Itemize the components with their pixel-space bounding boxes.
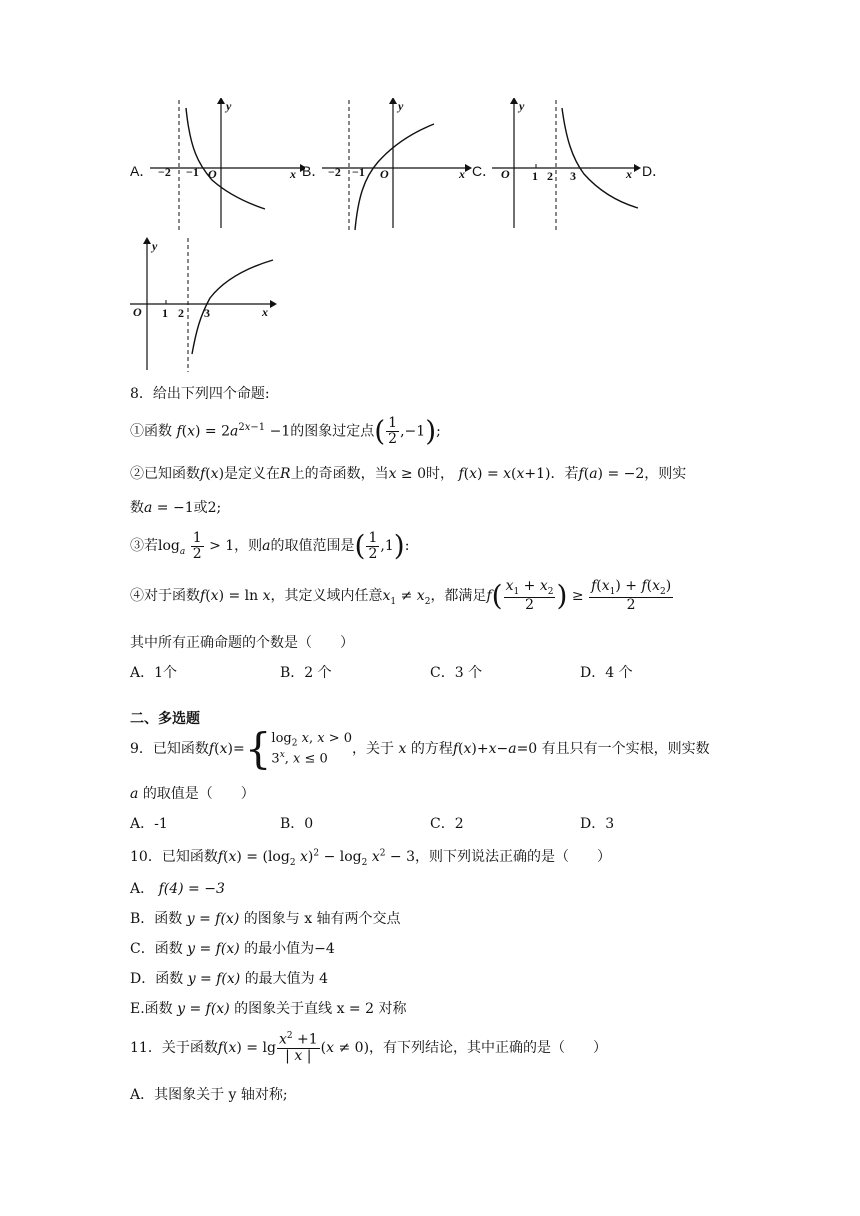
q8-p2-text-h: 或 [193,500,208,516]
q10-option-b[interactable] [130,908,401,928]
q8-p1-text-b: 的图象过定点 [290,423,375,440]
q9-option-a[interactable]: A．-1 [130,816,168,832]
q8-option-d[interactable]: D．4 个 [580,665,633,681]
q8-proposition-1: ①函数 $f(x) = 2a^{2x-1} -1$的图象过定点( $\frac{1}{2}$ ,−1); [130,414,441,448]
q8-p2-text-d: 时， [426,466,455,482]
option-prefix: B．函数 [130,911,183,927]
tick-label: 1 [532,169,538,183]
q8-proposition-2: ②已知函数f(x)是定义在R上的奇函数，当x ≥ 0时， f(x) = x(x+1)．若f(a) = −2，则实 [130,466,687,482]
x-axis-label: x [626,167,632,181]
q8-p4-text-a: ④对于函数 [130,588,200,604]
option-text: 的图象关于直线 x = 2 对称 [234,1001,407,1017]
option-prefix: D．函数 [130,971,184,987]
x-axis-label: x [290,167,296,181]
q8-p2-text-a: ②已知函数 [130,466,200,482]
q10-option-e[interactable] [130,998,406,1018]
q8-p3-text-c: 的取值范围是 [270,538,355,554]
option-math: y = f(x) [186,911,240,927]
q9-line2 [130,783,255,803]
y-axis-label: y [519,99,525,113]
tick-label: −2 [328,165,341,179]
q8-p2-text-g: 数 [130,500,144,516]
option-a-label: A． [130,163,154,179]
option-a-graph [150,98,305,233]
tick-label: −2 [158,165,171,179]
x-axis-label: x [459,167,465,181]
option-b-label: B． [302,163,326,179]
q8-proposition-4: ④对于函数f(x) = ln x，其定义域内任意$x_1 \ne x_2$，都满足f( $\frac{x_1 + x_2}{2}$ ) ≥ $\frac{f(x_1) + f(x_2)}{2}$ [130,578,672,614]
option-prefix: E.函数 [130,1001,173,1017]
q9-text-c: 的方程 [410,741,453,757]
q8-p2-text-c: 上的奇函数，当 [290,466,389,482]
y-axis-label: y [398,99,404,113]
q8-p2-text-e: ．若 [550,466,579,482]
q10-option-c[interactable] [130,938,335,958]
q10-text-b: ，则下列说法正确的是（ ） [415,849,611,865]
option-c-label: C． [472,163,497,179]
tick-label: 2 [178,306,184,320]
q9-option-b[interactable]: B．0 [280,816,314,832]
option-math: y = f(x) [187,941,240,957]
option-d-label: D． [642,163,667,179]
q8-option-b[interactable]: B．2 个 [280,665,332,681]
option-prefix: A． [130,881,155,897]
tick-label: 3 [570,169,576,183]
origin-label: O [133,305,142,319]
section-title: 二、多选题 [130,711,200,727]
q8-proposition-3: ③若$\log_a$ $\frac{1}{2}$ > 1，则a的取值范围是( $\frac{1}{2}$ ,1): [130,529,410,562]
q9-option-d[interactable]: D．3 [580,816,615,832]
q9-text-d: 有且只有一个实根，则实数 [541,741,710,757]
option-text: 的最大值为 4 [244,971,329,987]
q9-text-b: 关于 [366,741,394,757]
q10-option-d[interactable] [130,968,328,988]
origin-label: O [380,167,389,181]
q10-stem: 10．已知函数$f(x) = (\log_2$ $x)^2 - \log_2 x^2 - 3$，则下列说法正确的是（ ） [130,848,611,868]
q9-var-a: a [130,786,139,802]
option-b-graph [322,98,472,233]
tick-label: 2 [547,169,553,183]
q8-p2-text-f: ，则实 [644,466,687,482]
q8-p2-text-b: 是定义在 [224,466,281,482]
tick-label: −1 [352,165,365,179]
option-math: f(4) = −3 [158,881,225,897]
q8-p4-text-b: ，其定义域内任意 [270,588,383,604]
q10-option-a[interactable] [130,878,225,898]
q8-p4-text-c: ，都满足 [430,588,487,604]
q9-text-e: 的取值是（ ） [142,786,255,802]
tick-label: 3 [204,306,210,320]
q9-option-c[interactable]: C．2 [430,816,464,832]
q9-text-a: 9．已知函数 [130,741,209,757]
option-d-graph [128,236,278,372]
tick-label: −1 [186,165,199,179]
option-math: y = f(x) [187,971,241,987]
q11-stem: 11．关于函数f(x) = lg $\frac{x^2 +1}{| x |}$ (x ≠ 0)，有下列结论，其中正确的是（ ） [130,1031,608,1064]
option-text: 的图象与 x 轴有两个交点 [243,911,401,927]
q8-option-c[interactable]: C．3 个 [430,665,483,681]
origin-label: O [208,167,217,181]
x-axis-label: x [262,305,268,319]
q8-p3-text-b: ，则 [234,538,263,554]
origin-label: O [501,167,510,181]
q8-proposition-2-cont: 数a = −1或2; [130,500,222,516]
q11-text-a: 11．关于函数 [130,1040,218,1056]
q8-option-a[interactable]: A．1个 [130,665,178,681]
y-axis-label: y [226,99,232,113]
option-math: y = f(x) [177,1001,230,1017]
q8-ask: 其中所有正确命题的个数是（ ） [130,635,354,651]
tick-label: 1 [162,306,168,320]
q9-stem: 9．已知函数$f(x)=\{\log_2$ x, x > 0 3$^x$, x ≤ 0，关于 x 的方程f(x)+x−a=0 有且只有一个实根，则实数 [130,724,710,773]
q10-text-a: 10．已知函数 [130,849,218,865]
q11-text-b: ，有下列结论，其中正确的是（ ） [369,1040,608,1056]
q8-p1-text-a: ①函数 [130,423,172,440]
q8-p3-text-a: ③若 [130,538,158,554]
option-text: 的最小值为−4 [244,941,335,957]
y-axis-label: y [152,239,158,253]
q8-stem: 8．给出下列四个命题: [130,386,270,402]
option-prefix: C．函数 [130,941,183,957]
q11-option-a[interactable]: A．其图象关于 y 轴对称; [130,1087,288,1103]
option-c-graph [492,98,642,233]
